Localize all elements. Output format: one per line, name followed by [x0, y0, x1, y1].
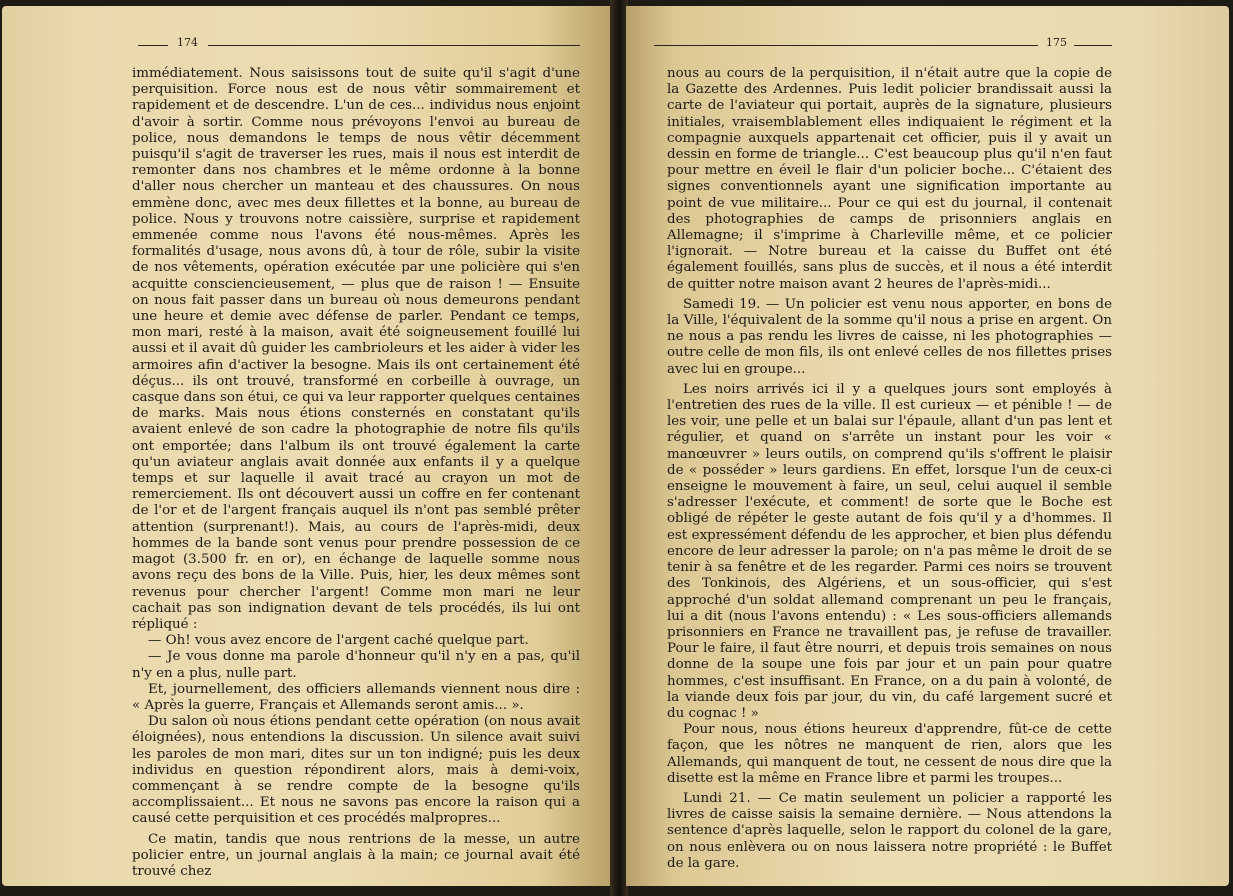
paragraph: nous au cours de la perquisition, il n'était autre que la copie de la Gazette des Ardennes. Puis ledit policier brandissait aussi la carte de l'aviateur qui portait, auprès de la signature, plusieurs initiales, vraisemblablement elles indiquaient le régiment et la compagnie auxquels appartenait cet officier, puis il y avait un dessin en forme de triangle... C'est beaucoup plus qu'il n'en faut pour mettre en éveil le flair d'un policier boche... C'étaient des signes conventionnels ayant une signification importante au point de vue militaire... Pour ce qui est du journal, il contenait des photographies de camps de prisonniers anglais en Allemagne; il s'imprime à Charleville même, et ce policier l'ignorait. — Notre bureau et la caisse du Buffet ont été également fouillés, sans plus de succès, et il nous a été interdit de quitter notre maison avant 2 heures de l'après-midi...: [667, 66, 1112, 292]
right-page: [626, 6, 1229, 886]
right-page-number: 175: [1046, 36, 1067, 49]
right-page-header: [626, 36, 1229, 54]
left-page-number: 174: [177, 36, 198, 49]
header-rule-long: [208, 45, 580, 46]
left-page: [2, 6, 612, 886]
paragraph: Samedi 19. — Un policier est venu nous apporter, en bons de la Ville, l'équivalent de la somme qu'il nous a prise en argent. On ne nous a pas rendu les livres de caisse, ni les photographies — outre celle de mon fils, ils ont enlevé celles de nos fillettes prises avec lui en groupe...: [667, 296, 1112, 377]
left-page-header: [2, 36, 612, 54]
header-rule-short: [138, 45, 168, 46]
paragraph: Les noirs arrivés ici il y a quelques jours sont employés à l'entretien des rues de la ville. Il est curieux — et pénible ! — de les voir, une pelle et un balai sur l'épaule, allant d'un pas lent et régulier, et quand on s'arrête un instant pour les voir « manœuvrer » leurs outils, on comprend qu'ils s'offrent le plaisir de « posséder » leurs gardiens. En effet, lorsque l'un de ceux-ci enseigne le mouvement à faire, un seul, celui auquel il semble s'adresser l'exécute, et comment! de sorte que le Boche est obligé de répéter le geste autant de fois qu'il y a d'hommes. Il est expressément défendu de les approcher, et bien plus défendu encore de leur adresser la parole; on n'a pas même le droit de se tenir à sa fenêtre et de les regarder. Parmi ces noirs se trouvent des Tonkinois, des Algériens, et un sous-officier, qui s'est approché d'un soldat allemand comprenant un peu le français, lui a dit (nous l'avons entendu) : « Les sous-officiers allemands prisonniers en France ne travaillent pas, je refuse de travailler. Pour le faire, il faut être nourri, et depuis trois semaines on nous donne de la soupe une fois par jour et un pain pour quatre hommes, c'est insuffisant. En France, on a du pain à volonté, de la viande deux fois par jour, du vin, du café largement sucré et du cognac ! »: [667, 381, 1112, 721]
paragraph: Lundi 21. — Ce matin seulement un policier a rapporté les livres de caisse saisis la semaine dernière. — Nous attendons la sentence d'après laquelle, selon le rapport du colonel de la gare, on nous enlèvera ou on nous laissera notre propriété : le Buffet de la gare.: [667, 790, 1112, 871]
paragraph: Et, journellement, des officiers allemands viennent nous dire : « Après la guerre, Français et Allemands seront amis... ».: [132, 681, 580, 713]
paragraph: Ce matin, tandis que nous rentrions de la messe, un autre policier entre, un journal anglais à la main; ce journal avait été trouvé chez: [132, 831, 580, 879]
right-page-body: [667, 66, 1112, 872]
paragraph: immédiatement. Nous saisissons tout de suite qu'il s'agit d'une perquisition. Force nous est de nous vêtir sommairement et rapidement et de descendre. L'un de ces... individus nous enjoint d'avoir à sortir. Comme nous prévoyons l'envoi au bureau de police, nous demandons le temps de nous vêtir décemment puisqu'il s'agit de traverser les rues, mais il nous est interdit de remonter dans nos chambres et le même ordonne à la bonne d'aller nous chercher un manteau et des chaussures. On nous emmène donc, avec mes deux fillettes et la bonne, au bureau de police. Nous y trouvons notre caissière, surprise et rapidement emmenée comme nous l'avons été nous-mêmes. Après les formalités d'usage, nous avons dû, à tour de rôle, subir la visite de nos vêtements, opération exécutée par une policière qui s'en acquitte consciencieusement, — plus que de raison ! — Ensuite on nous fait passer dans un bureau où nous demeurons pendant une heure et demie avec défense de parler. Pendant ce temps, mon mari, resté à la maison, avait été soigneusement fouillé lui aussi et il avait dû guider les cambrioleurs et les aider à vider les armoires afin d'activer la besogne. Mais ils ont certainement été déçus... ils ont trouvé, transformé en corbeille à ouvrage, un casque dans son étui, ce qui va leur rapporter quelques centaines de marks. Mais nous étions consternés en constatant qu'ils avaient enlevé de son cadre la photographie de notre fils qu'ils ont emportée; dans l'album ils ont trouvé également la carte qu'un aviateur anglais avait donnée aux enfants il y a quelque temps et sur laquelle il avait tracé au crayon un mot de remerciement. Ils ont découvert aussi un coffre en fer contenant de l'or et de l'argent français auquel ils n'ont pas semblé prêter attention (surprenant!). Mais, au cours de l'après-midi, deux hommes de la bande sont venus pour prendre possession de ce magot (3.500 fr. en or), en échange de laquelle somme nous avons reçu des bons de la Ville. Puis, hier, les deux mêmes sont revenus pour chercher l'argent! Comme mon mari ne leur cachait pas son indignation devant de tels procédés, ils lui ont répliqué :: [132, 66, 581, 632]
paragraph: — Oh! vous avez encore de l'argent caché quelque part.: [148, 633, 529, 649]
paragraph: Pour nous, nous étions heureux d'apprendre, fût-ce de cette façon, que les nôtres ne manquent de rien, alors que les Allemands, qui manquent de tout, ne cessent de nous dire que la disette est la même en France libre et parmi les troupes...: [667, 722, 1112, 786]
paragraph: — Je vous donne ma parole d'honneur qu'il n'y en a pas, qu'il n'y en a plus, nulle part.: [132, 649, 580, 681]
header-rule-long: [654, 45, 1038, 46]
header-rule-short: [1074, 45, 1112, 46]
left-page-body: [132, 66, 580, 880]
paragraph: Du salon où nous étions pendant cette opération (on nous avait éloignées), nous entendions la discussion. Un silence avait suivi les paroles de mon mari, dites sur un ton indigné; puis les deux individus en question répondirent alors, mais à demi-voix, commençant à se rendre compte de la besogne qu'ils accomplissaient... Et nous ne savons pas encore la raison qui a causé cette perquisition et ces procédés malpropres...: [132, 714, 580, 827]
